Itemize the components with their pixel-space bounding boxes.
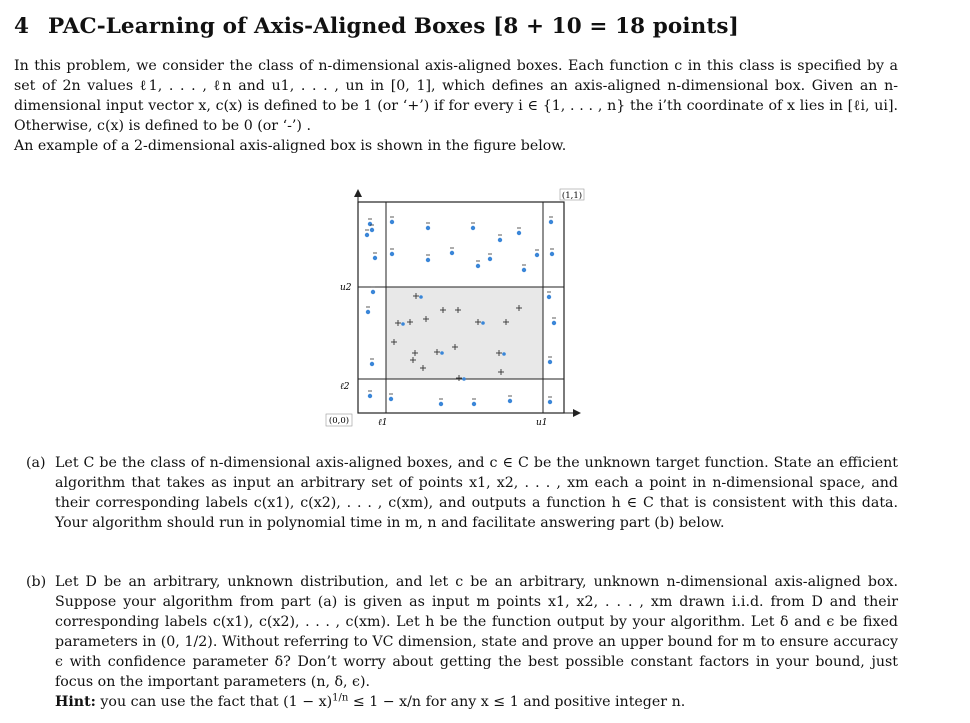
hint-label: Hint: bbox=[55, 694, 96, 710]
section-number: 4 bbox=[14, 14, 30, 39]
hint-text-post: ≤ 1 − x/n for any x ≤ 1 and positive integer n. bbox=[348, 694, 686, 710]
svg-text:(0,0): (0,0) bbox=[328, 416, 350, 426]
hint-exponent: 1/n bbox=[332, 692, 349, 704]
corner-label-origin bbox=[326, 414, 352, 426]
negative-point bbox=[517, 228, 521, 235]
label-l2: ℓ2 bbox=[340, 382, 350, 392]
negative-point bbox=[472, 399, 476, 406]
negative-point bbox=[549, 217, 553, 224]
label-u1: u1 bbox=[536, 418, 548, 428]
intro-paragraph: In this problem, we consider the class of n-dimensional axis-aligned boxes. Each function c in this class is specified by a set of 2n values ℓ1, . . . , ℓn and u1, . . . , un in [0, 1], which defines an axis-aligned n-dimensional box. Given an n-dimensional input vector x, c(x) is defined to be 1 (or ‘+’) if for every i ∈ {1, . . . , n} the i’th coordinate of x lies in [ℓi, ui]. Otherwise, c(x) is defined to be 0 (or ‘-’) . bbox=[14, 58, 898, 134]
svg-text:(1,1): (1,1) bbox=[561, 191, 583, 201]
label-u2: u2 bbox=[340, 283, 352, 293]
corner-label-top-right bbox=[560, 189, 584, 201]
box-figure bbox=[300, 182, 600, 432]
question-b-marker: (b) bbox=[26, 574, 47, 590]
section-title: PAC-Learning of Axis-Aligned Boxes [8 + 10 = 18 points] bbox=[48, 14, 739, 39]
figure-intro: An example of a 2-dimensional axis-aligned box is shown in the figure below. bbox=[14, 138, 567, 154]
box-figure-svg bbox=[300, 182, 600, 432]
negative-point bbox=[548, 357, 552, 364]
question-b bbox=[26, 572, 898, 712]
negative-point bbox=[426, 223, 430, 230]
negative-point bbox=[390, 217, 394, 224]
label-l1: ℓ1 bbox=[378, 418, 388, 428]
negative-point bbox=[389, 394, 393, 401]
negative-point bbox=[522, 265, 526, 272]
negative-point bbox=[365, 230, 369, 237]
negative-point bbox=[476, 261, 480, 268]
question-a bbox=[26, 453, 898, 533]
hint-text-pre: you can use the fact that (1 − x) bbox=[100, 694, 333, 710]
problem-intro bbox=[14, 56, 898, 156]
negative-point bbox=[550, 249, 554, 256]
negative-point bbox=[439, 399, 443, 406]
negative-point bbox=[371, 287, 375, 294]
section-heading bbox=[14, 14, 739, 39]
negative-point bbox=[548, 397, 552, 404]
negative-point bbox=[552, 318, 556, 325]
negative-point bbox=[373, 253, 377, 260]
question-b-text: Let D be an arbitrary, unknown distribution, and let c be an arbitrary, unknown n-dimensional axis-aligned box. Suppose your algorithm from part (a) is given as input m points x1, x2, . . . , xm drawn i.i.d. from D and their corresponding labels c(x1), c(x2), . . . , c(xm). Let h be the function output by your algorithm. Let δ and ϵ be fixed parameters in (0, 1/2). Without referring to VC dimension, state and prove an upper bound for m to ensure accuracy ϵ with confidence parameter δ? Don’t worry about getting the best possible constant factors in your bound, just focus on the important parameters (n, δ, ϵ). bbox=[55, 574, 898, 690]
negative-point bbox=[426, 255, 430, 262]
negative-point bbox=[498, 235, 502, 242]
negative-point bbox=[366, 307, 370, 314]
target-box bbox=[386, 287, 543, 379]
question-a-text: Let C be the class of n-dimensional axis-aligned boxes, and c ∈ C be the unknown target function. State an efficient algorithm that takes as input an arbitrary set of points x1, x2, . . . , xm each a point in n-dimensional space, and their corresponding labels c(x1), c(x2), . . . , c(xm), and outputs a function h ∈ C that is consistent with this data. Your algorithm should run in polynomial time in m, n and facilitate answering part (b) below. bbox=[55, 455, 898, 531]
question-b-body bbox=[55, 572, 898, 712]
negative-point bbox=[368, 391, 372, 398]
question-a-marker: (a) bbox=[26, 455, 46, 471]
negative-point bbox=[488, 254, 492, 261]
negative-point bbox=[535, 250, 539, 257]
negative-point bbox=[547, 292, 551, 299]
negative-point bbox=[370, 359, 374, 366]
negative-point bbox=[450, 248, 454, 255]
negative-point bbox=[390, 249, 394, 256]
negative-point bbox=[508, 396, 512, 403]
negative-point bbox=[471, 223, 475, 230]
